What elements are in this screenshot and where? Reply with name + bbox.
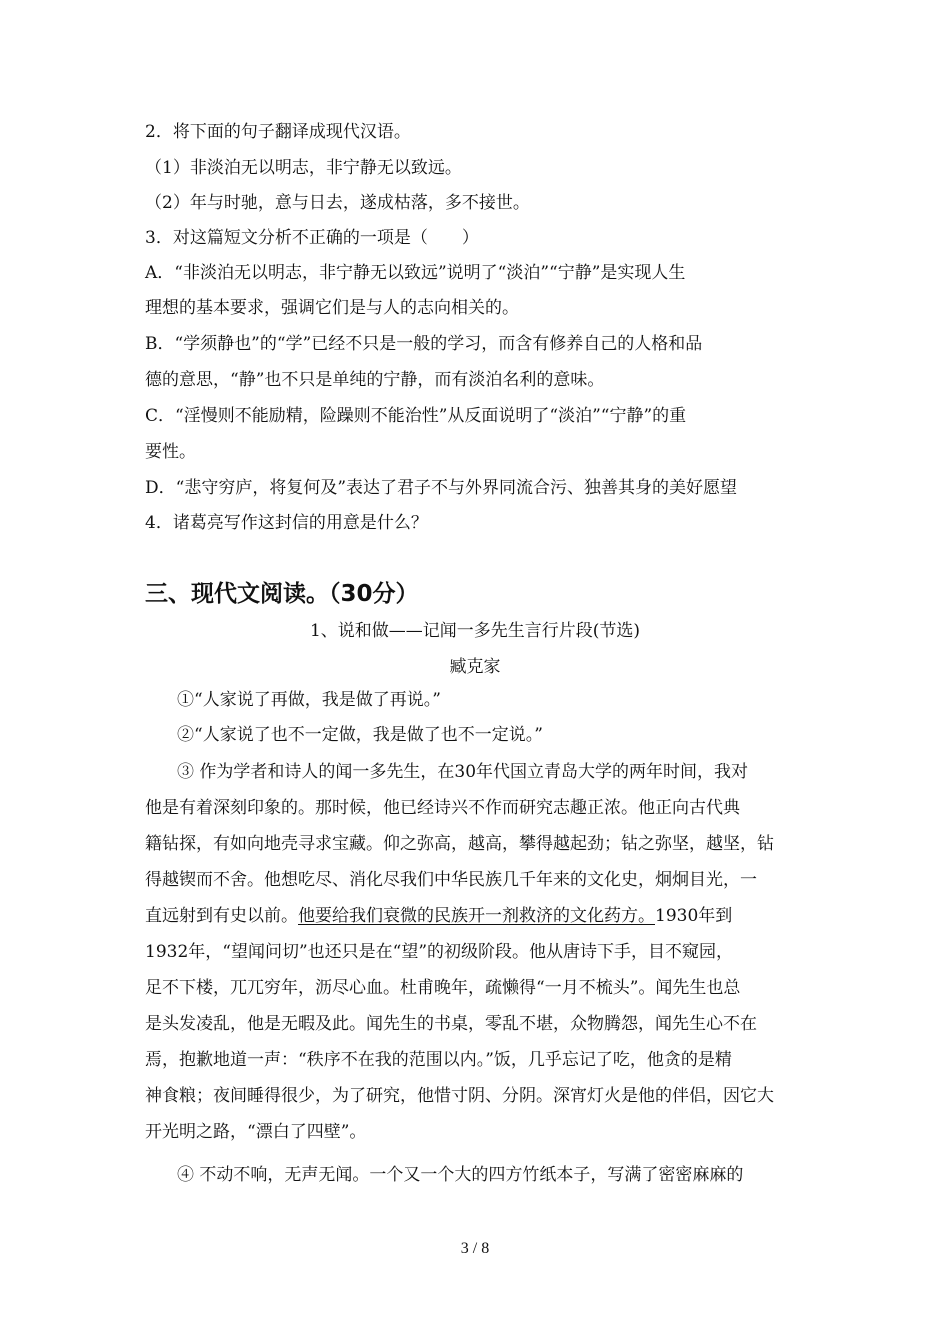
paragraph-3-line-3: 籍钻探，有如向地壳寻求宝藏。仰之弥高，越高，攀得越起劲；钻之弥坚，越坚，钻	[145, 834, 774, 854]
option-d: D．“悲守穷庐，将复何及”表达了君子不与外界同流合污、独善其身的美好愿望	[145, 478, 738, 498]
paragraph-3-line-1: ③ 作为学者和诗人的闻一多先生，在30年代国立青岛大学的两年时间，我对	[177, 762, 749, 782]
option-a-line-1: A．“非淡泊无以明志，非宁静无以致远”说明了“淡泊”“宁静”是实现人生	[145, 263, 686, 283]
paragraph-3-line-10: 神食粮；夜间睡得很少，为了研究，他惜寸阴、分阴。深宵灯火是他的伴侣，因它大	[145, 1086, 774, 1106]
option-b-line-2: 德的意思，“静”也不只是单纯的宁静，而有淡泊名利的意味。	[145, 370, 605, 390]
question-4: 4．诸葛亮写作这封信的用意是什么？	[145, 513, 428, 533]
option-a-line-2: 理想的基本要求，强调它们是与人的志向相关的。	[145, 298, 519, 318]
option-c-line-2: 要性。	[145, 442, 196, 462]
question-2-item-1: （1）非淡泊无以明志，非宁静无以致远。	[145, 158, 462, 178]
question-2-item-2: （2）年与时驰，意与日去，遂成枯落，多不接世。	[145, 193, 530, 213]
paragraph-1: ①“人家说了再做，我是做了再说。”	[177, 690, 441, 710]
paragraph-4-line-1: ④ 不动不响，无声无闻。一个又一个大的四方竹纸本子，写满了密密麻麻的	[177, 1165, 744, 1185]
underlined-sentence: 他要给我们衰微的民族开一剂救济的文化药方。	[298, 906, 655, 926]
paragraph-3-line-4: 得越锲而不舍。他想吃尽、消化尽我们中华民族几千年来的文化史，炯炯目光，一	[145, 870, 757, 890]
option-c-line-1: C．“淫慢则不能励精，险躁则不能治性”从反面说明了“淡泊”“宁静”的重	[145, 406, 687, 426]
paragraph-3-line-11: 开光明之路，“漂白了四壁”。	[145, 1122, 367, 1142]
question-3: 3．对这篇短文分析不正确的一项是（ ）	[145, 228, 479, 248]
question-2: 2．将下面的句子翻译成现代汉语。	[145, 122, 411, 142]
paragraph-3-line-2: 他是有着深刻印象的。那时候，他已经诗兴不作而研究志趣正浓。他正向古代典	[145, 798, 740, 818]
paragraph-3-line-5	[145, 904, 732, 928]
line-5-end: 1930年到	[655, 906, 733, 926]
paragraph-2: ②“人家说了也不一定做，我是做了也不一定说。”	[177, 725, 543, 745]
paragraph-3-line-8: 是头发凌乱，他是无暇及此。闻先生的书桌，零乱不堪，众物腾怨，闻先生心不在	[145, 1014, 757, 1034]
article-author: 臧克家	[449, 657, 501, 677]
line-5-start: 直远射到有史以前。	[145, 906, 298, 926]
page-number: 3 / 8	[460, 1240, 490, 1257]
option-b-line-1: B．“学须静也”的“学”已经不只是一般的学习，而含有修养自己的人格和品	[145, 334, 703, 354]
article-title: 1、说和做——记闻一多先生言行片段(节选)	[309, 621, 641, 641]
paragraph-3-line-9: 焉，抱歉地道一声：“秩序不在我的范围以内。”饭，几乎忘记了吃，他贪的是精	[145, 1050, 732, 1070]
section-heading: 三、现代文阅读。（30分）	[145, 581, 419, 607]
paragraph-3-line-6: 1932年，“望闻问切”也还只是在“望”的初级阶段。他从唐诗下手，目不窥园，	[145, 942, 734, 962]
paragraph-3-line-7: 足不下楼，兀兀穷年，沥尽心血。杜甫晚年，疏懒得“一月不梳头”。闻先生也总	[145, 978, 741, 998]
